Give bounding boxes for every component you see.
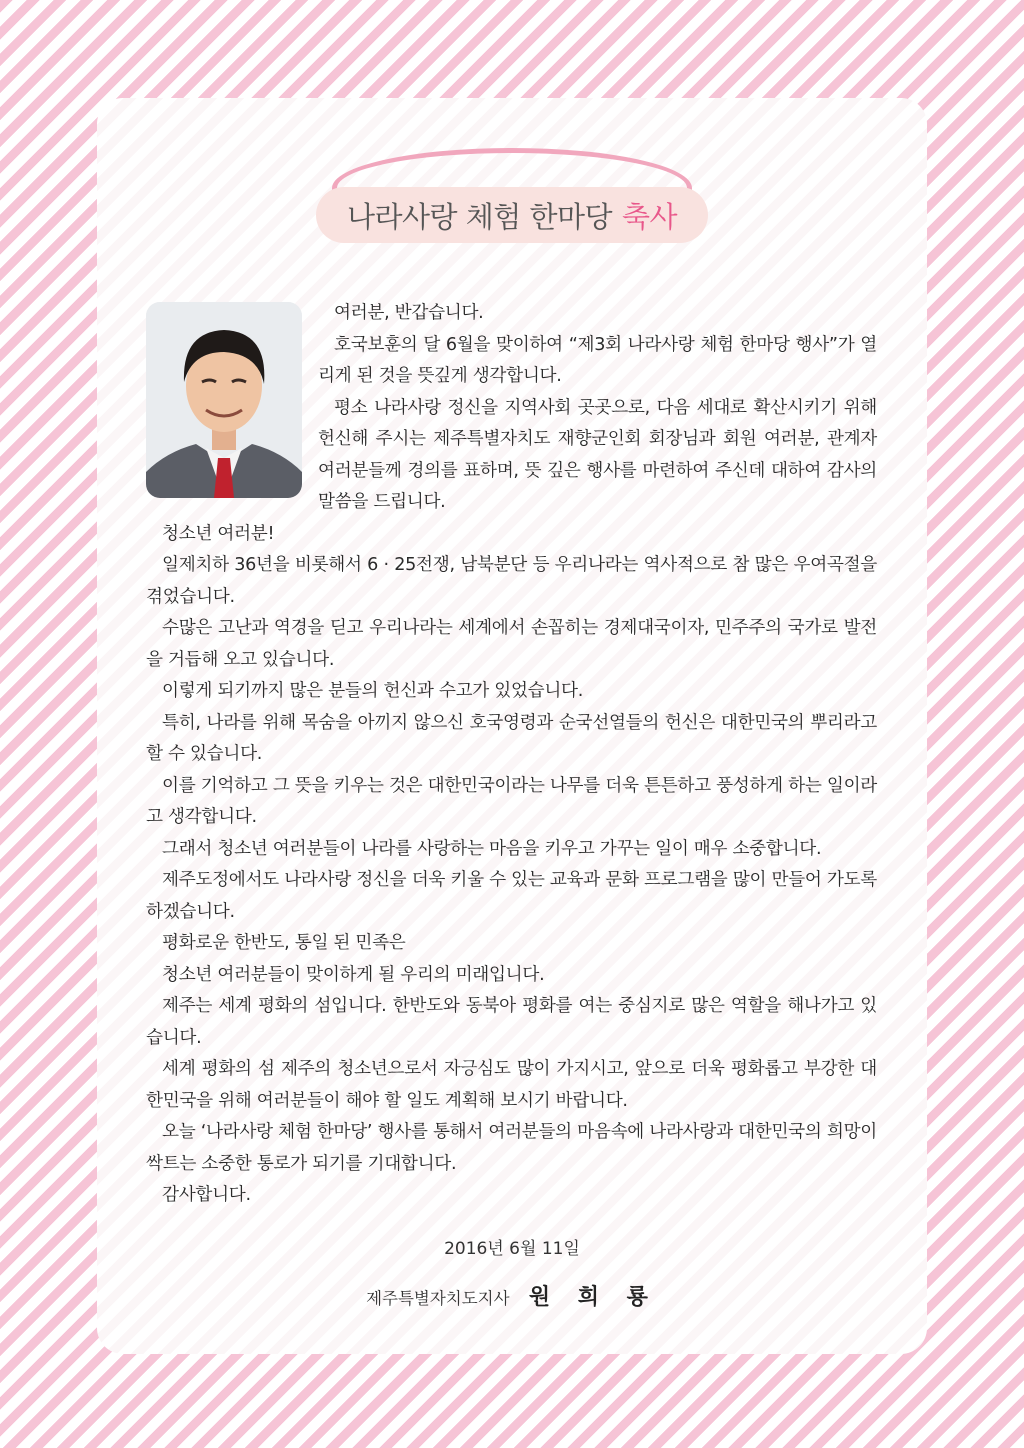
paragraph: 일제치하 36년을 비롯해서 6 · 25전쟁, 남북분단 등 우리나라는 역사적으로 참 많은 우여곡절을 겪었습니다. xyxy=(146,555,877,607)
signature-name: 원 희 룡 xyxy=(528,1285,658,1310)
date: 2016년 6월 11일 xyxy=(444,1239,580,1259)
paragraph: 여러분, 반갑습니다. xyxy=(334,303,484,323)
congratulatory-text xyxy=(146,298,877,1212)
paragraph: 이렇게 되기까지 많은 분들의 헌신과 수고가 있었습니다. xyxy=(162,681,584,701)
title-accent: 축사 xyxy=(622,199,678,234)
title-main: 나라사랑 체험 한마당 xyxy=(346,199,613,234)
signature xyxy=(0,1280,1024,1311)
paragraph: 호국보훈의 달 6월을 맞이하여 “제3회 나라사랑 체험 한마당 행사”가 열리게 된 것을 뜻깊게 생각합니다. xyxy=(318,334,877,386)
paragraph: 청소년 여러분들이 맞이하게 될 우리의 미래입니다. xyxy=(162,964,545,985)
paragraph: 제주도정에서도 나라사랑 정신을 더욱 키울 수 있는 교육과 문화 프로그램을 많이 만들어 가도록 하겠습니다. xyxy=(146,870,877,922)
paragraph: 제주는 세계 평화의 섬입니다. 한반도와 동북아 평화를 여는 중심지로 많은 역할을 해나가고 있습니다. xyxy=(146,996,877,1048)
signature-position: 제주특별자치도지사 xyxy=(366,1289,510,1308)
page-title xyxy=(316,187,708,243)
paragraph: 수많은 고난과 역경을 딛고 우리나라는 세계에서 손꼽히는 경제대국이자, 민주주의 국가로 발전을 거듭해 오고 있습니다. xyxy=(146,618,877,670)
paragraph: 세계 평화의 섬 제주의 청소년으로서 자긍심도 많이 가지시고, 앞으로 더욱 평화롭고 부강한 대한민국을 위해 여러분들이 해야 할 일도 계획해 보시기 바랍니다. xyxy=(146,1059,877,1111)
paragraph: 청소년 여러분! xyxy=(162,523,275,544)
paragraph: 특히, 나라를 위해 목숨을 아끼지 않으신 호국영령과 순국선열들의 헌신은 대한민국의 뿌리라고 할 수 있습니다. xyxy=(146,712,877,764)
paragraph: 평화로운 한반도, 통일 된 민족은 xyxy=(162,933,406,953)
paragraph: 평소 나라사랑 정신을 지역사회 곳곳으로, 다음 세대로 확산시키기 위해 헌신해 주시는 제주특별자치도 재향군인회 회장님과 회원 여러분, 관계자 여러분들께 경의를 표하며, 뜻 깊은 행사를 마련하여 주신데 대하여 감사의 말씀을 드립니다. xyxy=(318,397,877,512)
paragraph: 오늘 ‘나라사랑 체험 한마당’ 행사를 통해서 여러분들의 마음속에 나라사랑과 대한민국의 희망이 싹트는 소중한 통로가 되기를 기대합니다. xyxy=(146,1122,877,1174)
paragraph: 감사합니다. xyxy=(162,1185,251,1205)
paragraph: 그래서 청소년 여러분들이 나라를 사랑하는 마음을 키우고 가꾸는 일이 매우 소중합니다. xyxy=(162,838,822,859)
paragraph: 이를 기억하고 그 뜻을 키우는 것은 대한민국이라는 나무를 더욱 튼튼하고 풍성하게 하는 일이라고 생각합니다. xyxy=(146,775,877,827)
